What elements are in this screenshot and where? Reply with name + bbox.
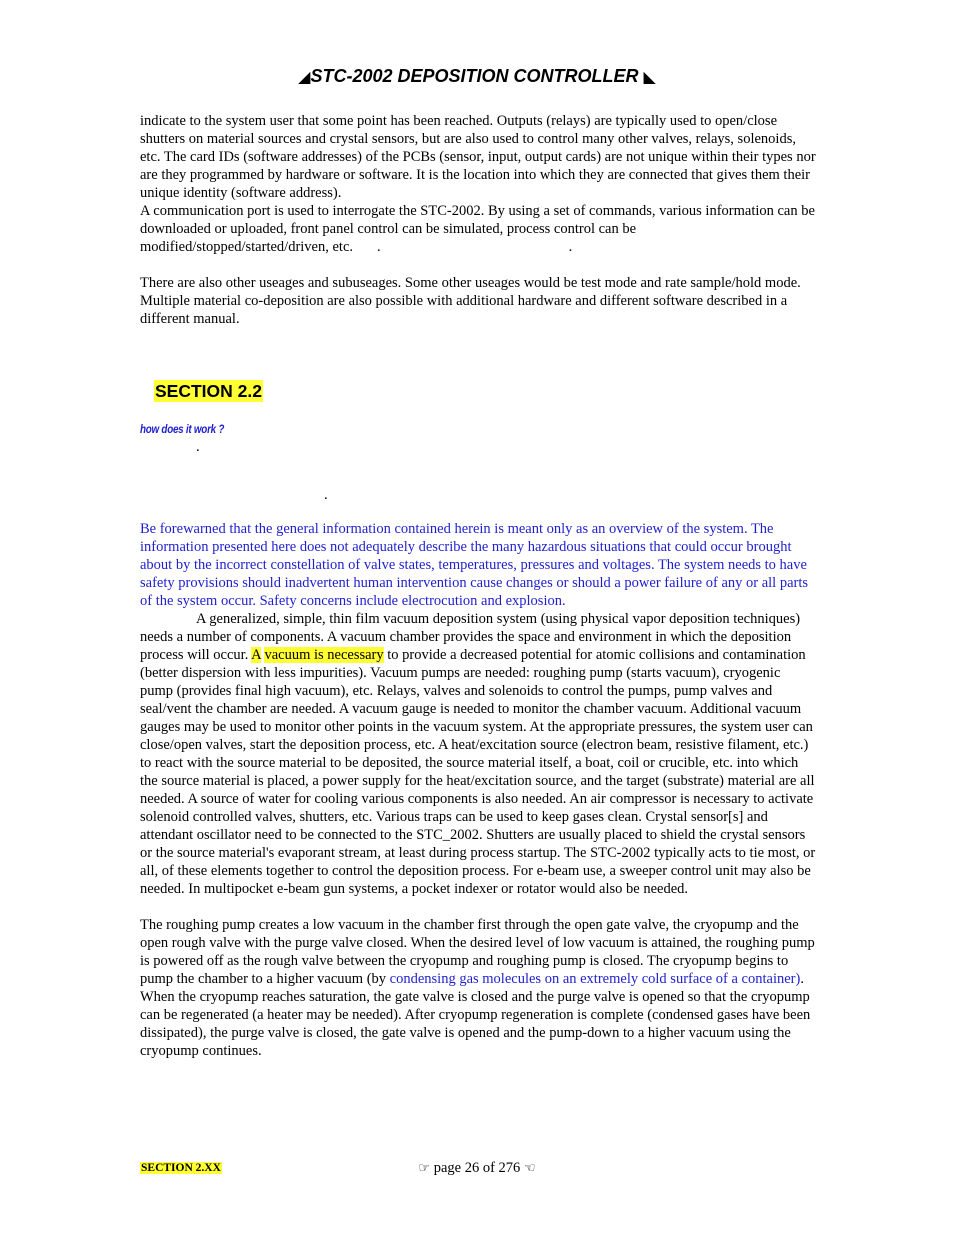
intro-paragraph-1: indicate to the system user that some point has been reached. Outputs (relays) are typically used to open/close shutters on material sources and crystal sensors, but are also used to control many other valves, relays, solenoids, etc. The card IDs (software addresses) of the PCBs (sensor, input, output cards) are not unique within their types nor are they programmed by hardware or software. It is the location into which they are connected that gives them their unique identity (software address).: [140, 113, 816, 201]
diagonal-hatch-icon: ◢​: [298, 69, 311, 86]
diagonal-hatch-icon: ◣: [643, 69, 656, 86]
pumping-paragraph: The roughing pump creates a low vacuum in the chamber first through the open gate valve, the cryopump and the open rough valve with the purge valve closed. When the desired level of low vacuum is attained, the roughing pump is powered off as the rough valve between the cryopump and roughing pump is closed. The cryopump begins to pump the chamber to a higher vacuum (by condensing gas molecules on an extremely cold surface of a container). When the cryopump reaches saturation, the gate valve is closed and the purge valve is opened so that the cryopump can be regenerated (a heater may be needed). After cryopump regeneration is complete (condensed gases have been dissipated), the purge valve is closed, the gate valve is opened and the pump-down to a higher vacuum using the cryopump continues.: [140, 917, 815, 1059]
intro-paragraph-2: A communication port is used to interrogate the STC-2002. By using a set of commands, various information can be downloaded or uploaded, front panel control can be simulated, process control can be modified/stopped/started/driven, etc. . .: [140, 203, 815, 255]
pointing-hand-left-icon: ☜: [523, 1161, 536, 1176]
page-header: [0, 66, 954, 87]
condensing-note: condensing gas molecules on an extremely cold surface of a container): [389, 971, 801, 987]
intro-paragraph-3: There are also other useages and subuseages. Some other useages would be test mode and rate sample/hold mode.: [140, 275, 801, 291]
section-heading-row: [140, 380, 816, 402]
body-text: indicate to the system user that some point has been reached. Outputs (relays) are typically used to open/close shutters on material sources and crystal sensors, but are also used to control many other valves, relays, solenoids, etc. The card IDs (software addresses) of the PCBs (sensor, input, output cards) are not unique within their types nor are they programmed by hardware or software. It is the location into which they are connected that gives them their unique identity (software address). A communication port is used to interrogate the STC-2002. By using a set of commands, various information can be downloaded or uploaded, front panel control can be simulated, process control can be modified/stopped/started/driven, etc. . . There are also other useages and subuseages. Some other useages would be test mode and rate sample/hold mode. Multiple material co-deposition are also possible with additional hardware and different software described in a different manual. SECTION 2.2 how does it work ? . . Be forewarned that the general information contained herein is meant only as an overview of the system. The information presented here does not adequately describe the many hazardous situations that could occur brought about by the incorrect constellation of valve states, temperatures, pressures and voltages. The system needs to have safety provisions should inadvertent human intervention cause changes or should a power failure of any or all parts of the system occur. Safety concerns include electrocution and explosion. A generalized, simple, thin film vacuum deposition system (using physical vapor deposition techniques) needs a number of components. A vacuum chamber provides the space and environment in which the deposition process will occur. A vacuum is necessary to provide a decreased potential for atomic collisions and contamination (better dispersion with less impurities). Vacuum pumps are needed: roughing pump (starts vacuum), cryogenic pump (provides final high vacuum), etc. Relays, valves and solenoids to control the pumps, pump valves and seal/vent the chamber are needed. A vacuum gauge is needed to monitor the chamber vacuum. Additional vacuum gauges may be used to monitor other points in the vacuum system. At the appropriate pressures, the system user can close/open valves, start the deposition process, etc. A heat/excitation source (electron beam, resistive filament, etc.) to react with the source material to be deposited, the source material itself, a boat, coil or crucible, etc. into which the source material is placed, a power supply for the heat/excitation source, and the target (substrate) material are all needed. A source of water for cooling various components is also needed. An air compressor is necessary to activate solenoid controlled valves, shutters, etc. Various traps can be used to keep gases clean. Crystal sensor[s] and attendant oscillator need to be connected to the STC_2002. Shutters are usually placed to shield the crystal sensors or the source material's evaporant stream, at least during process startup. The STC-2002 typically acts to tie most, or all, of these elements together to control the deposition process. For e-beam use, a sweeper control unit may also be needed. In multipocket e-beam gun systems, a pocket indexer or rotator would also be needed. The roughing pump creates a low vacuum in the chamber first through the open gate valve, the cryopump and the open rough valve with the purge valve closed. When the desired level of low vacuum is attained, the roughing pump is powered off as the rough valve between the cryopump and roughing pump is closed. The cryopump begins to pump the chamber to a higher vacuum (by condensing gas molecules on an extremely cold surface of a container). When the cryopump reaches saturation, the gate valve is closed and the purge valve is opened so that the cryopump can be regenerated (a heater may be needed). After cryopump regeneration is complete (condensed gases have been dissipated), the purge valve is closed, the gate valve is opened and the pump-down to a higher vacuum using the cryopump continues.: [140, 113, 816, 1059]
section-subheading: how does it work ?: [140, 422, 225, 436]
pointing-hand-right-icon: ☞: [418, 1161, 431, 1176]
intro-paragraph-4: Multiple material co-deposition are also possible with additional hardware and different software described in a different manual.: [140, 293, 788, 327]
header-title: STC-2002 DEPOSITION CONTROLLER: [310, 66, 639, 86]
intro-paragraph-2-text: A communication port is used to interrogate the STC-2002. By using a set of commands, various information can be downloaded or uploaded, front panel control can be simulated, process control can be modified/stopped/started/driven, etc.: [140, 203, 815, 255]
page-number: page 26 of 276: [433, 1160, 521, 1176]
safety-warning: Be forewarned that the general information contained herein is meant only as an overview of the system. The information presented here does not adequately describe the many hazardous situations that could occur brought about by the incorrect constellation of valve states, temperatures, pressures and voltages. The system needs to have safety provisions should inadvertent human intervention cause changes or should a power failure of any or all parts of the system occur. Safety concerns include electrocution and explosion.: [140, 521, 809, 609]
highlight-vacuum-necessary: vacuum is necessary: [264, 647, 384, 663]
components-paragraph: A generalized, simple, thin film vacuum deposition system (using physical vapor deposition techniques) needs a number of components. A vacuum chamber provides the space and environment in which the deposition process will occur. A vacuum is necessary to provide a decreased potential for atomic collisions and contamination (better dispersion with less impurities). Vacuum pumps are needed: roughing pump (starts vacuum), cryogenic pump (provides final high vacuum), etc. Relays, valves and solenoids to control the pumps, pump valves and seal/vent the chamber are needed. A vacuum gauge is needed to monitor the chamber vacuum. Additional vacuum gauges may be used to monitor other points in the vacuum system. At the appropriate pressures, the system user can close/open valves, start the deposition process, etc. A heat/excitation source (electron beam, resistive filament, etc.) to react with the source material to be deposited, the source material itself, a boat, coil or crucible, etc. into which the source material is placed, a power supply for the heat/excitation source, and the target (substrate) material are all needed. A source of water for cooling various components is also needed. An air compressor is necessary to activate solenoid controlled valves, shutters, etc. Various traps can be used to keep gases clean. Crystal sensor[s] and attendant oscillator need to be connected to the STC_2002. Shutters are usually placed to shield the crystal sensors or the source material's evaporant stream, at least during process startup. The STC-2002 typically acts to tie most, or all, of these elements together to control the deposition process. For e-beam use, a sweeper control unit may also be needed. In multipocket e-beam gun systems, a pocket indexer or rotator would also be needed.: [140, 611, 816, 897]
highlight-a: A: [251, 647, 261, 663]
section-heading: SECTION 2.2: [155, 381, 262, 401]
page-footer: [0, 1160, 954, 1177]
footer-section-label: SECTION 2.XX: [141, 1162, 221, 1174]
